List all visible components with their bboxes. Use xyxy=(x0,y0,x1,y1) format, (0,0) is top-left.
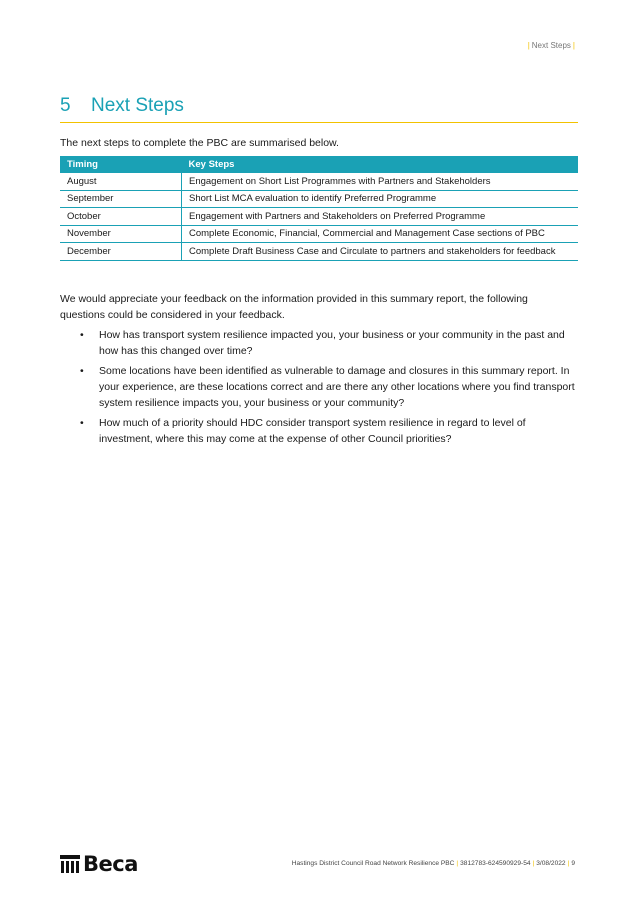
section-heading xyxy=(60,95,578,123)
footer-document-title: Hastings District Council Road Network Resilience PBC xyxy=(291,860,455,867)
feedback-intro: We would appreciate your feedback on the information provided in this summary report, the following questions could be considered in your feedback. xyxy=(60,293,528,321)
section-number: 5 xyxy=(60,95,71,116)
table-row xyxy=(60,173,578,190)
footer-reference: 3812783-624590929-54 xyxy=(460,860,531,867)
section-title: Next Steps xyxy=(91,95,184,116)
next-steps-table xyxy=(60,156,578,261)
feedback-questions-list xyxy=(60,327,580,451)
key-step-cell: Complete Draft Business Case and Circulate to partners and stakeholders for feedback xyxy=(182,243,579,261)
bullet-icon: • xyxy=(80,329,84,341)
key-step-cell: Engagement with Partners and Stakeholders on Preferred Programme xyxy=(182,208,579,226)
key-step-cell: Engagement on Short List Programmes with Partners and Stakeholders xyxy=(182,173,579,190)
timing-cell: September xyxy=(60,190,182,208)
timing-cell: November xyxy=(60,225,182,243)
bullet-icon: • xyxy=(80,365,84,377)
timing-cell: October xyxy=(60,208,182,226)
column-header-timing: Timing xyxy=(60,156,182,173)
beca-logo xyxy=(60,853,138,875)
list-item xyxy=(60,363,580,411)
table-row xyxy=(60,243,578,261)
question-text: Some locations have been identified as vulnerable to damage and closures in this summary report. In your experience, are these locations correct and are there any other locations where you find transport system resilience impacts you, your business or your community? xyxy=(99,365,575,409)
running-header-title: Next Steps xyxy=(531,41,571,50)
table-header-row xyxy=(60,156,578,173)
beca-mark-icon xyxy=(60,855,80,873)
page-footer: Hastings District Council Road Network Resilience PBC | 3812783-624590929-54 | 3/08/2022 | 9 xyxy=(291,860,575,867)
table-row xyxy=(60,208,578,226)
question-text: How much of a priority should HDC consider transport system resilience in regard to level of investment, where this may come at the expense of other Council priorities? xyxy=(99,417,526,445)
logo-wordmark: Beca xyxy=(83,852,138,876)
running-header: | Next Steps | xyxy=(527,41,575,50)
table-row xyxy=(60,225,578,243)
list-item xyxy=(60,327,580,359)
intro-text: The next steps to complete the PBC are summarised below. xyxy=(60,137,339,149)
footer-date: 3/08/2022 xyxy=(536,860,566,867)
timing-cell: December xyxy=(60,243,182,261)
table-row xyxy=(60,190,578,208)
bullet-icon: • xyxy=(80,417,84,429)
column-header-key-steps: Key Steps xyxy=(182,156,579,173)
key-step-cell: Short List MCA evaluation to identify Preferred Programme xyxy=(182,190,579,208)
key-step-cell: Complete Economic, Financial, Commercial and Management Case sections of PBC xyxy=(182,225,579,243)
page-number: 9 xyxy=(571,860,575,867)
list-item xyxy=(60,415,580,447)
timing-cell: August xyxy=(60,173,182,190)
question-text: How has transport system resilience impacted you, your business or your community in the past and how has this changed over time? xyxy=(99,329,565,357)
